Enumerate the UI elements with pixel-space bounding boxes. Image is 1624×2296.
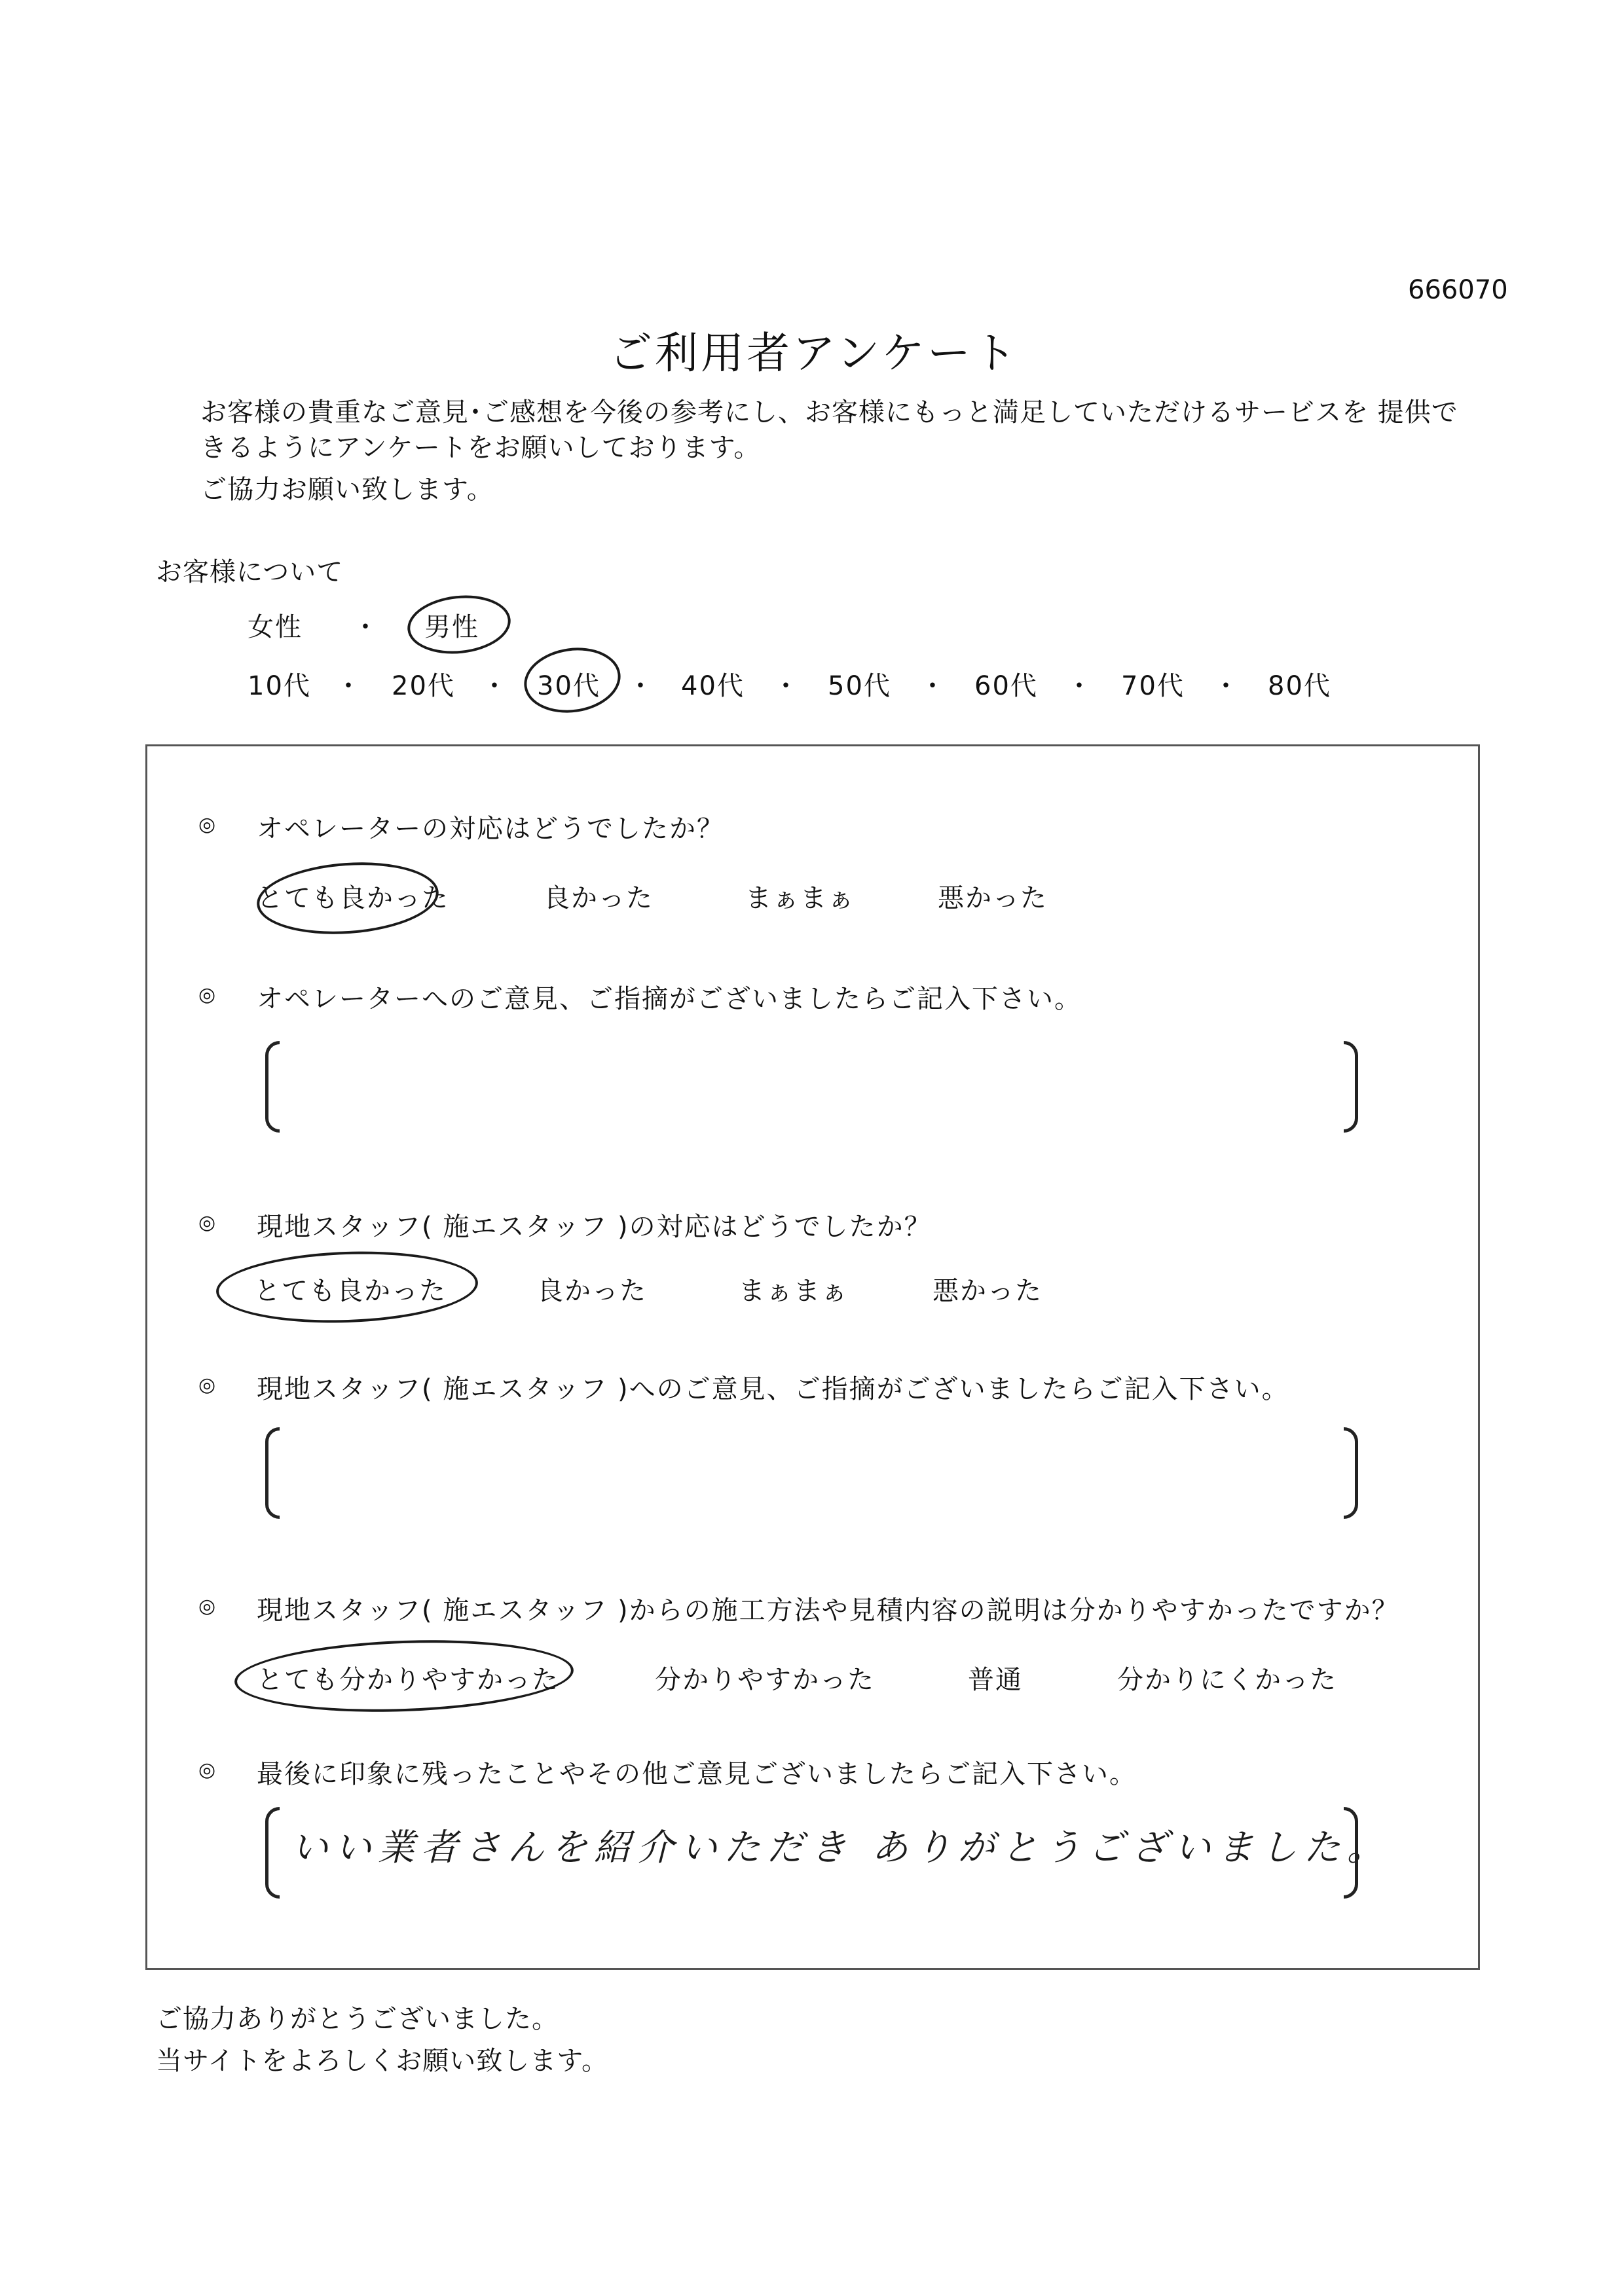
age-40s[interactable]: 40代 [681,671,745,701]
q3-option-very-good[interactable]: とても良かった [254,1276,447,1306]
q4-answer-left-bracket [265,1427,280,1519]
bullet-icon: ◎ [198,1374,216,1396]
age-80s[interactable]: 80代 [1268,671,1331,701]
age-20s[interactable]: 20代 [392,671,455,701]
q1-option-average[interactable]: まぁまぁ [745,883,855,913]
q5-option-unclear[interactable]: 分かりにくかった [1117,1665,1337,1695]
separator: ・ [1213,671,1239,701]
separator: ・ [481,671,507,701]
intro-line-1: お客様の貴重なご意見･ご感想を今後の参考にし、お客様にもっと満足していただけるサービスを 提供で [200,397,1458,428]
intro-line-3: ご協力お願い致します。 [200,475,494,505]
bullet-icon: ◎ [198,1211,216,1234]
age-10s[interactable]: 10代 [248,671,311,701]
separator: ・ [352,612,378,642]
closing-line-2: 当サイトをよろしくお願い致します。 [156,2046,608,2076]
document-id: 666070 [1408,275,1508,305]
q2-answer-left-bracket [265,1041,280,1133]
bullet-icon: ◎ [198,983,216,1006]
age-50s[interactable]: 50代 [828,671,891,701]
page-title: ご利用者アンケート [609,328,1020,378]
question-6: 最後に印象に残ったことやその他ご意見ございましたらご記入下さい。 [257,1759,1137,1789]
q1-option-very-good[interactable]: とても良かった [257,883,449,913]
age-selected-circle [520,642,625,719]
q6-handwritten-answer[interactable]: いい業者さんを紹介いただき ありがとうございました。 [291,1827,1390,1869]
gender-selected-circle [405,591,513,659]
question-3: 現地スタッフ( 施エスタッフ )の対応はどうでしたか？ [257,1212,932,1242]
q4-answer-right-bracket [1344,1427,1358,1519]
q1-option-bad[interactable]: 悪かった [938,883,1048,913]
q3-option-bad[interactable]: 悪かった [932,1276,1043,1306]
intro-line-2: きるようにアンケートをお願いしております。 [200,433,761,463]
q2-answer-right-bracket [1344,1041,1358,1133]
bullet-icon: ◎ [198,1595,216,1618]
q1-option-good[interactable]: 良かった [544,883,654,913]
separator: ・ [773,671,799,701]
question-4: 現地スタッフ( 施エスタッフ )へのご意見、ご指摘がございましたらご記入下さい。 [257,1374,1289,1404]
separator: ・ [919,671,946,701]
q5-option-clear[interactable]: 分かりやすかった [655,1665,875,1695]
question-1: オペレーターの対応はどうでしたか？ [257,814,724,844]
closing-line-1: ご協力ありがとうございました。 [156,2004,559,2034]
bullet-icon: ◎ [198,1758,216,1781]
q5-option-normal[interactable]: 普通 [968,1665,1023,1695]
bullet-icon: ◎ [198,813,216,836]
q6-answer-left-bracket [265,1807,280,1899]
customer-heading: お客様について [156,557,344,587]
separator: ・ [1066,671,1092,701]
age-30s[interactable]: 30代 [537,671,600,701]
question-5: 現地スタッフ( 施エスタッフ )からの施工方法や見積内容の説明は分かりやすかったですか？ [257,1595,1399,1626]
gender-female[interactable]: 女性 [248,612,303,642]
separator: ・ [627,671,654,701]
q3-option-good[interactable]: 良かった [537,1276,647,1306]
q5-option-very-clear[interactable]: とても分かりやすかった [257,1665,559,1695]
age-60s[interactable]: 60代 [974,671,1038,701]
question-2: オペレーターへのご意見、ご指摘がございましたらご記入下さい。 [257,984,1082,1014]
q3-option-average[interactable]: まぁまぁ [739,1276,849,1306]
separator: ・ [335,671,361,701]
gender-male[interactable]: 男性 [424,612,479,642]
age-70s[interactable]: 70代 [1121,671,1185,701]
q6-answer-right-bracket [1344,1807,1358,1899]
